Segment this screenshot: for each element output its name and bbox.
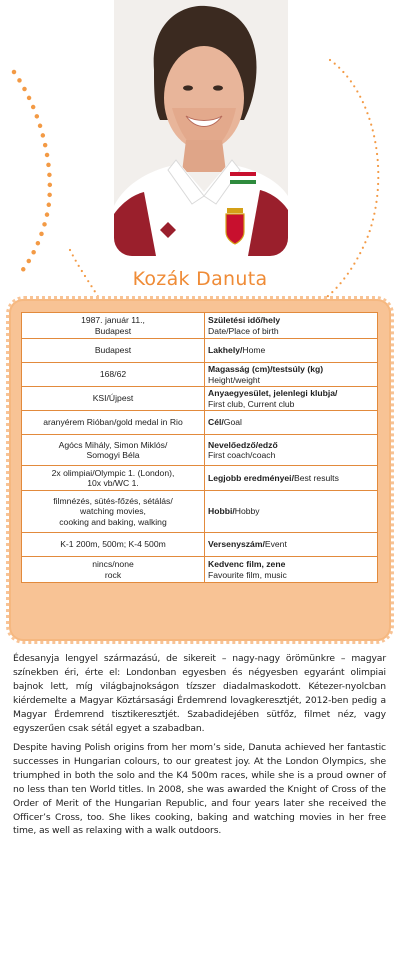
row-label xyxy=(205,557,378,583)
athlete-portrait xyxy=(114,0,288,256)
info-table xyxy=(21,312,378,583)
row-value xyxy=(22,411,205,435)
value-line: Agócs Mihály, Simon Miklós/ xyxy=(58,439,168,450)
label-hungarian: Kedvenc film, zene xyxy=(208,559,286,569)
athlete-name: Kozák Danuta xyxy=(132,268,268,290)
row-value xyxy=(22,533,205,557)
label-hungarian: Születési idő/hely xyxy=(208,315,281,325)
value-line: Budapest xyxy=(94,345,132,356)
row-value xyxy=(22,339,205,363)
table-row xyxy=(22,387,378,411)
table-row xyxy=(22,313,378,339)
label-english: First coach/coach xyxy=(208,450,276,460)
label-english: First club, Current club xyxy=(208,398,295,409)
row-label xyxy=(205,363,378,387)
label-hungarian: Hobbi/ xyxy=(208,506,235,517)
value-line: filmnézés, sütés-főzés, sétálás/ xyxy=(53,495,173,506)
label-hungarian: Lakhely/ xyxy=(208,345,243,356)
label-english: Hobby xyxy=(234,506,260,517)
bio-hungarian: Édesanyja lengyel származású, de sikereit – nagy-nagy örömünkre – magyar színekben éri, érte el: Londonban egyesben és négyesben egyaránt olimpiai bajnok lett, míg világbajnokságon tízszer diadalmaskodott. Kétezer-nyolcban kiérdemelte a Magyar Köztársasági Érdemrend lovagkeresztjét, 2012-ben pedig a Magyar Érdemrend tisztikeresztjét. Szabadidejében sütfőz, filmet néz, vagy egyszerűen csak sétál egyet a szabadban. xyxy=(13,653,386,734)
label-hungarian: Magasság (cm)/testsúly (kg) xyxy=(208,364,324,374)
value-line: cooking and baking, walking xyxy=(59,516,167,527)
value-line: 2x olimpiai/Olympic 1. (London), xyxy=(51,467,175,478)
row-label xyxy=(205,466,378,491)
value-line: Somogyi Béla xyxy=(86,450,140,460)
row-label xyxy=(205,411,378,435)
label-english: Goal xyxy=(223,417,242,428)
table-row xyxy=(22,557,378,583)
value-line: nincs/none xyxy=(92,559,134,569)
bio-english: Despite having Polish origins from her mom’s side, Danuta achieved her fantastic successes in Hungarian colours, to our greatest joy. At the London Olympics, she triumphed in both the solo and the K4 500m races, while she is a proud owner of no less than ten World titles. In 2008, she was awarded the Knight of Cross of the Order of Merit of the Hungarian Republic, and four years later she received the Officer’s Cross, too. She likes cooking, baking and watching movies in her free time, as well as relaxing with a walk outdoors. xyxy=(13,742,386,837)
value-line: 10x vb/WC 1. xyxy=(87,478,139,488)
label-hungarian: Cél/ xyxy=(208,417,224,428)
value-line: watching movies, xyxy=(80,506,146,517)
value-line: KSI/Újpest xyxy=(92,393,134,404)
row-label xyxy=(205,435,378,466)
table-row xyxy=(22,533,378,557)
label-english: Height/weight xyxy=(208,374,261,385)
label-hungarian: Legjobb eredményei/ xyxy=(208,472,294,483)
table-row xyxy=(22,339,378,363)
label-english: Event xyxy=(264,539,287,550)
row-label xyxy=(205,339,378,363)
table-row xyxy=(22,435,378,466)
row-value xyxy=(22,491,205,533)
row-label xyxy=(205,491,378,533)
row-label xyxy=(205,313,378,339)
value-line: Budapest xyxy=(94,325,132,336)
row-value xyxy=(22,557,205,583)
row-label xyxy=(205,387,378,411)
value-line: 1987. január 11., xyxy=(81,315,145,325)
row-label xyxy=(205,533,378,557)
label-english: Date/Place of birth xyxy=(208,325,279,336)
table-row xyxy=(22,466,378,491)
row-value xyxy=(22,466,205,491)
label-english: Best results xyxy=(293,472,339,483)
row-value xyxy=(22,435,205,466)
label-hungarian: Anyaegyesület, jelenlegi klubja/ xyxy=(208,388,338,398)
value-line: rock xyxy=(104,569,122,580)
value-line: aranyérem Rióban/gold medal in Rio xyxy=(43,417,183,428)
row-value xyxy=(22,313,205,339)
table-row xyxy=(22,411,378,435)
value-line: K-1 200m, 500m; K-4 500m xyxy=(60,539,166,550)
label-hungarian: Versenyszám/ xyxy=(208,539,265,550)
table-row xyxy=(22,491,378,533)
table-row xyxy=(22,363,378,387)
label-english: Home xyxy=(242,345,266,356)
row-value xyxy=(22,363,205,387)
row-value xyxy=(22,387,205,411)
label-hungarian: Nevelőedző/edző xyxy=(208,439,278,450)
value-line: 168/62 xyxy=(99,369,127,380)
label-english: Favourite film, music xyxy=(208,569,287,580)
